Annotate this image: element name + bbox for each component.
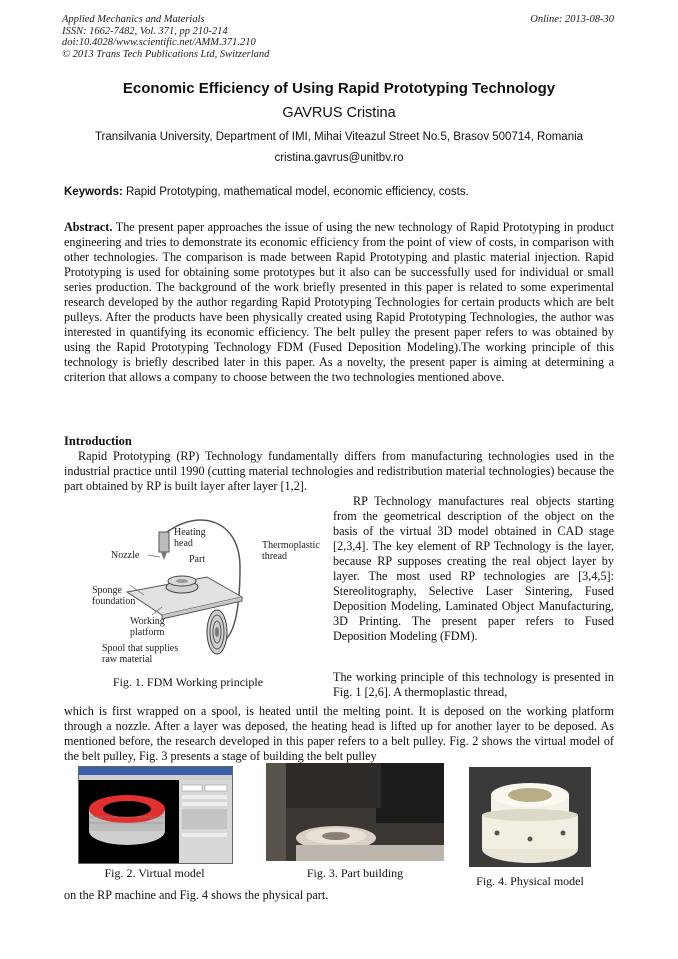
introduction-heading: Introduction [64,434,132,448]
virtual-model-image [79,767,232,863]
intro-paragraph-3b: which is first wrapped on a spool, is heated until the melting point. It is deposed on the working platform through a nozzle. After a layer was deposed, the heating head is lifted up for another layer to be deposed. As mentioned before, the research developed in this paper refers to a belt pulley. Fig. 2 shows the virtual model of the belt pulley, Fig. 3 presents a stage of building the belt pulley [64,704,614,763]
author-name: GAVRUS Cristina [282,105,396,121]
heating-head-shape [159,532,169,552]
part-building-image [266,763,444,861]
affiliation: Transilvania University, Department of IMI, Mihai Viteazul Street No.5, Brasov 500714, Romania [94,131,584,143]
figure-3-caption: Fig. 3. Part building [306,866,404,880]
figure-4-caption: Fig. 4. Physical model [476,874,584,888]
journal-header [62,14,614,60]
abstract-label: Abstract. [64,220,113,234]
issn-line: ISSN: 1662-7482, Vol. 371, pp 210-214 [62,25,228,37]
intro-paragraph-1: Rapid Prototyping (RP) Technology fundamentally differs from manufacturing technologies used in the industrial practice until 1990 (cutting material technologies and redistribution material technologies) because the part obtained by RP is built layer after layer [1,2]. [64,449,614,493]
physical-model-image [469,767,591,867]
label-sponge-foundation: Sponge foundation [92,585,136,607]
label-thermoplastic-thread: Thermoplastic thread [262,540,320,562]
figure-2-virtual-model [78,766,233,864]
paper-title: Economic Efficiency of Using Rapid Prototyping Technology [122,80,556,97]
abstract [64,220,614,385]
abstract-text: The present paper approaches the issue of using the new technology of Rapid Prototyping in product engineering and tries to demonstrate its economic efficiency from the point of view of costs, in comparison with other technologies. The comparison is made between Rapid Prototyping and plastic material injection. Rapid Prototyping is used for obtaining some prototypes but it also can be successfully used for individual or small series production. The background of the work briefly presented in this paper is related to some experimental research developed by the author regarding Rapid Prototyping Technologies for certain products which are belt pulleys. After the products have been physically created using Rapid Prototyping Technologies, the author was interested in quantifying its economic efficiency. The belt pulley the present paper refers to was obtained by using the Rapid Prototyping Technology FDM (Fused Deposition Modeling).The working principle of this technology is briefly described later in this paper. As a novelty, the present paper is aiming at determining a criterion that allows a company to choose between the two technologies mentioned above. [64,220,614,384]
label-working-platform: Working platform [130,616,165,638]
label-part: Part [189,554,206,565]
doi-line: doi:10.4028/www.scientific.net/AMM.371.210 [62,37,256,48]
figure-1-caption: Fig. 1. FDM Working principle [112,675,264,689]
figure-1-fdm-diagram [92,497,324,685]
keywords-text: Rapid Prototyping, mathematical model, economic efficiency, costs. [122,186,469,198]
intro-paragraph-4: on the RP machine and Fig. 4 shows the physical part. [64,888,329,902]
label-nozzle: Nozzle [111,550,140,561]
intro-paragraph-3a: The working principle of this technology is presented in Fig. 1 [2,6]. A thermoplastic thread, [333,670,614,699]
figure-3-part-building [266,763,444,861]
nozzle-shape [161,552,167,560]
journal-name: Applied Mechanics and Materials [62,14,205,25]
online-date: Online: 2013-08-30 [530,14,614,25]
author-email: cristina.gavrus@unitbv.ro [274,152,404,164]
copyright-line: © 2013 Trans Tech Publications Ltd, Switzerland [62,48,270,60]
figure-2-caption: Fig. 2. Virtual model [104,866,205,880]
label-spool: Spool that supplies raw material [102,643,179,665]
keywords-label: Keywords: [64,186,123,198]
intro-paragraph-2: RP Technology manufactures real objects starting from the geometrical description of the object on the basis of the virtual 3D model obtained in CAD stage [2,3,4]. The key element of RP Technology is the layer, because RP supposes creating the real object layer by layer. The most used RP technologies are [3,4,5]: Stereolitography, Selective Laser Sintering, Fused Deposition Modeling, Laminated Object Manufacturing, 3D Printing. The present paper refers to Fused Deposition Modeling (FDM). [333,494,614,643]
figure-4-physical-model [469,767,591,867]
keywords [64,186,624,198]
label-heating-head: Heating head [174,527,206,549]
